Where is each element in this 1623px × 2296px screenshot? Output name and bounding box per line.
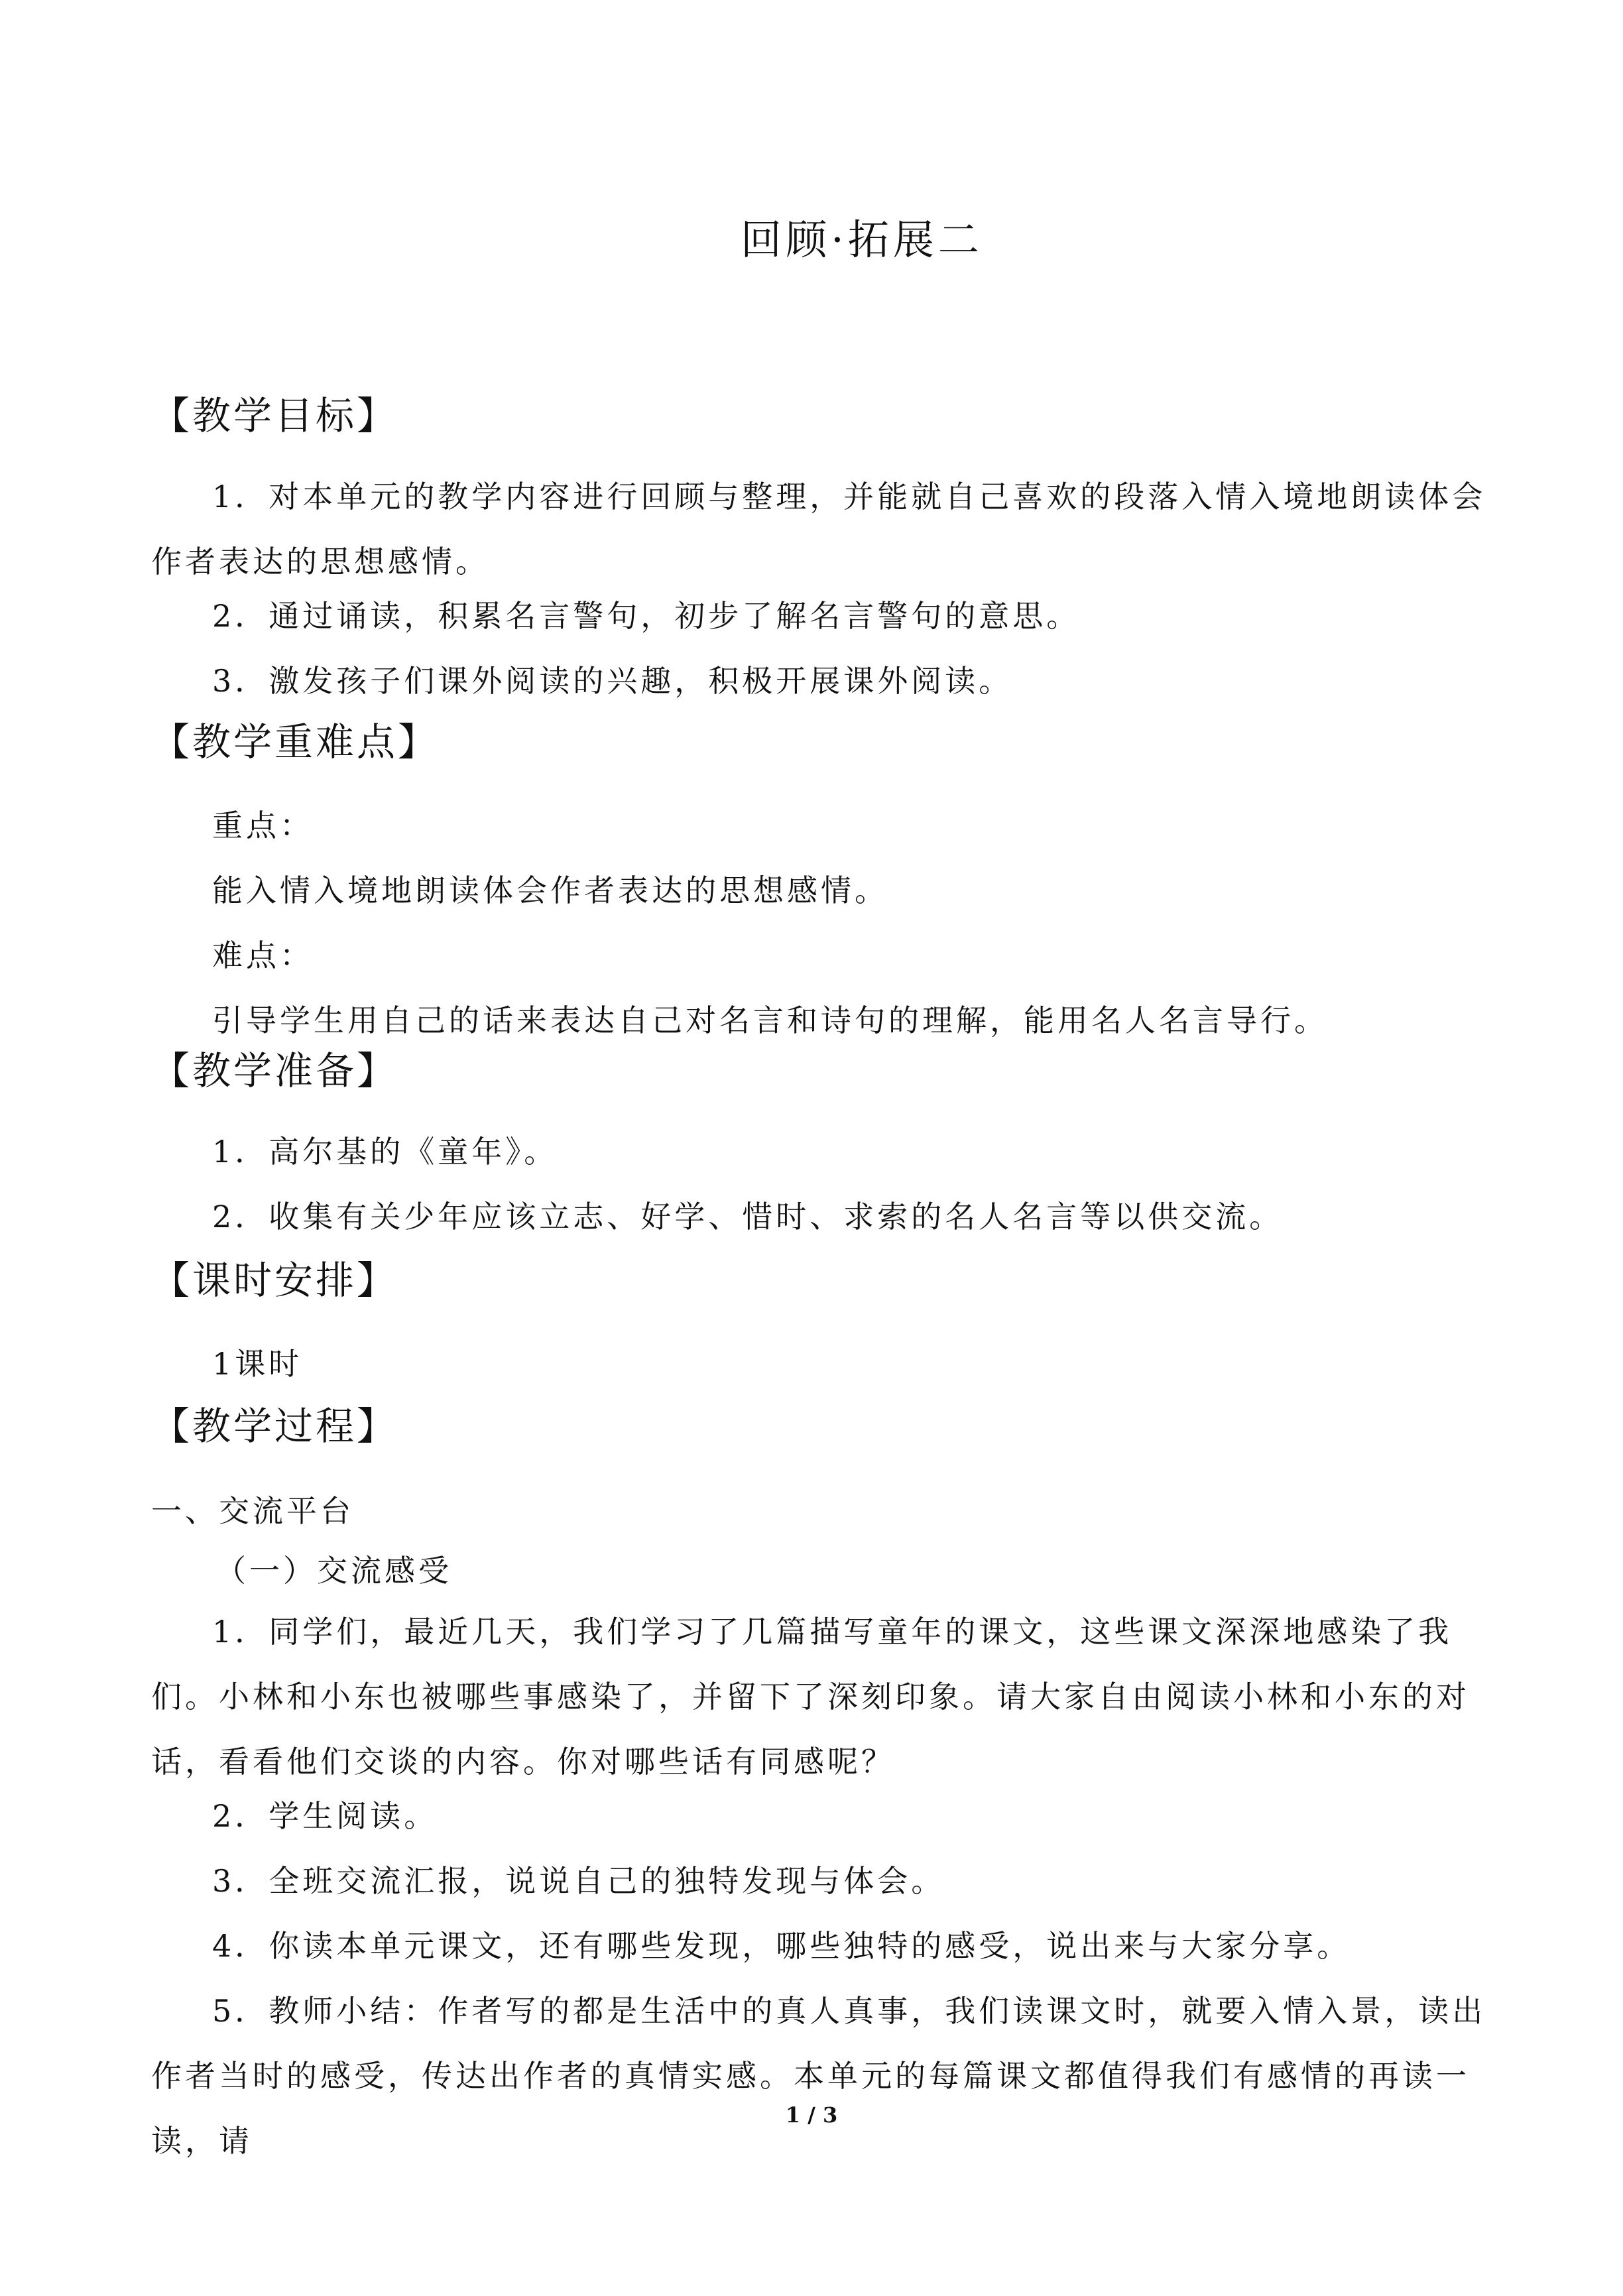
process-item-3: 3．全班交流汇报，说说自己的独特发现与体会。 bbox=[212, 1863, 945, 1899]
document-title: 回顾·拓展二 bbox=[741, 215, 983, 264]
goal-item-2: 2．通过诵读，积累名言警句，初步了解名言警句的意思。 bbox=[212, 598, 1081, 634]
goal-item-3: 3．激发孩子们课外阅读的兴趣，积极开展课外阅读。 bbox=[212, 663, 1013, 699]
process-item-5: 5．教师小结：作者写的都是生活中的真人真事，我们读课文时，就要入情入景，读出作者当时的感受，传达出作者的真情实感。本单元的每篇课文都值得我们有感情的再读一读，请 bbox=[151, 1993, 1486, 2159]
key-point-label: 重点： bbox=[212, 808, 314, 843]
heading-teaching-goals: 【教学目标】 bbox=[151, 393, 398, 438]
process-item-4: 4．你读本单元课文，还有哪些发现，哪些独特的感受，说出来与大家分享。 bbox=[212, 1928, 1351, 1964]
process-sub-title: （一）交流感受 bbox=[215, 1553, 452, 1589]
heading-schedule: 【课时安排】 bbox=[151, 1258, 398, 1303]
process-item-1: 1．同学们，最近几天，我们学习了几篇描写童年的课文，这些课文深深地感染了我们。小林和小东也被哪些事感染了，并留下了深刻印象。请大家自由阅读小林和小东的对话，看看他们交谈的内容。你对哪些话有同感呢？ bbox=[151, 1614, 1470, 1780]
heading-key-points: 【教学重难点】 bbox=[151, 719, 440, 764]
page-number: 1 / 3 bbox=[785, 2102, 838, 2128]
heading-preparation: 【教学准备】 bbox=[151, 1048, 398, 1093]
difficulty-text: 引导学生用自己的话来表达自己对名言和诗句的理解，能用名人名言导行。 bbox=[212, 1002, 1328, 1038]
preparation-item-1: 1．高尔基的《童年》。 bbox=[212, 1134, 558, 1170]
heading-teaching-process: 【教学过程】 bbox=[151, 1404, 398, 1449]
process-part-title: 一、交流平台 bbox=[151, 1493, 354, 1529]
preparation-item-2: 2．收集有关少年应该立志、好学、惜时、求索的名人名言等以供交流。 bbox=[212, 1199, 1284, 1235]
schedule-text: 1课时 bbox=[212, 1346, 303, 1382]
process-item-2: 2．学生阅读。 bbox=[212, 1798, 438, 1834]
goal-item-1: 1．对本单元的教学内容进行回顾与整理，并能就自己喜欢的段落入情入境地朗读体会作者表达的思想感情。 bbox=[151, 479, 1486, 579]
difficulty-label: 难点： bbox=[212, 937, 314, 973]
key-point-text: 能入情入境地朗读体会作者表达的思想感情。 bbox=[212, 873, 888, 908]
